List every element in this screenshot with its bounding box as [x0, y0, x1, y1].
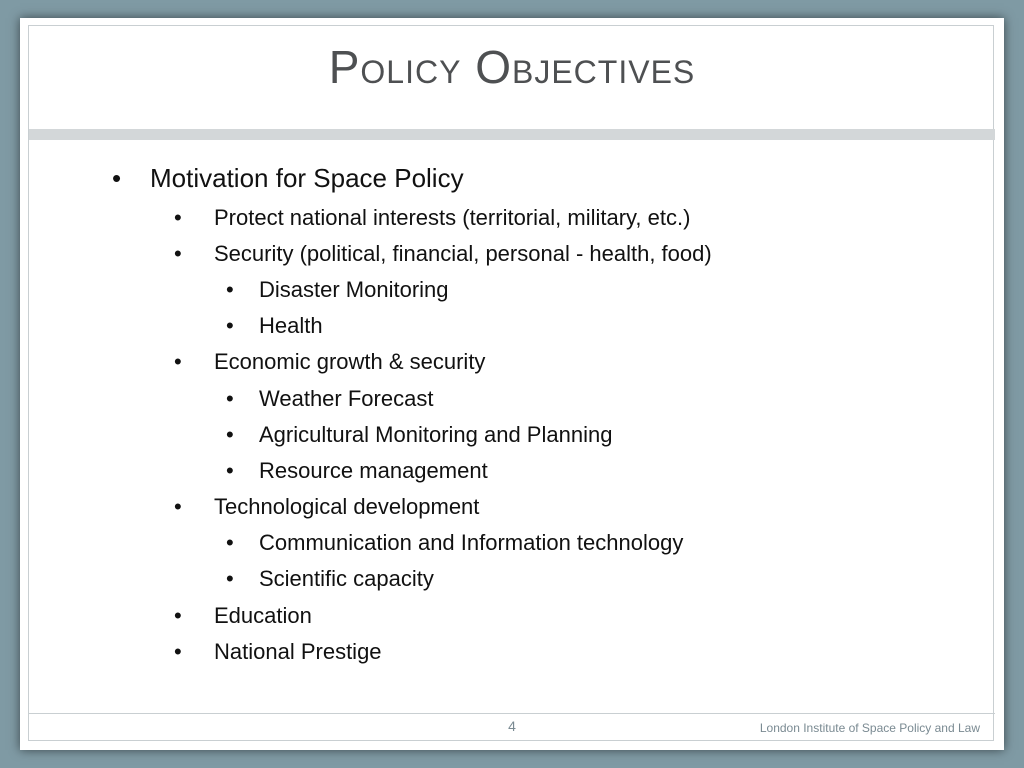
- bullet-text: Weather Forecast: [259, 386, 434, 411]
- bullet-list: [20, 18, 1004, 750]
- bullet-text: Communication and Information technology: [259, 530, 684, 555]
- slide-title: Policy Objectives: [328, 41, 696, 93]
- bullet-icon: •: [226, 422, 234, 447]
- bullet-text: National Prestige: [214, 639, 382, 664]
- bullet-icon: •: [174, 603, 182, 628]
- bullet-text: Disaster Monitoring: [259, 277, 449, 302]
- page-number: 4: [508, 718, 516, 734]
- bullet-text: Education: [214, 603, 312, 628]
- bullet-icon: •: [174, 349, 182, 374]
- bullet-text: Protect national interests (territorial, military, etc.): [214, 205, 691, 230]
- bullet-icon: •: [226, 277, 234, 302]
- bullet-text: Security (political, financial, personal - health, food): [214, 241, 712, 266]
- bullet-text: Economic growth & security: [214, 349, 486, 374]
- bullet-icon: •: [226, 530, 234, 555]
- bullet-text: Resource management: [259, 458, 488, 483]
- slide: [20, 18, 1004, 750]
- footer-divider: [29, 713, 995, 714]
- bullet-text: Health: [259, 313, 323, 338]
- bullet-icon: •: [226, 313, 234, 338]
- bullet-icon: •: [226, 458, 234, 483]
- footer-text: London Institute of Space Policy and Law: [759, 721, 980, 735]
- bullet-icon: •: [174, 205, 182, 230]
- bullet-text: Agricultural Monitoring and Planning: [259, 422, 613, 447]
- bullet-icon: •: [174, 639, 182, 664]
- bullet-icon: •: [174, 241, 182, 266]
- bullet-text: Scientific capacity: [259, 566, 434, 591]
- bullet-text: Technological development: [214, 494, 480, 519]
- bullet-icon: •: [112, 163, 122, 193]
- bullet-icon: •: [226, 566, 234, 591]
- bullet-text: Motivation for Space Policy: [150, 163, 464, 193]
- bullet-icon: •: [226, 386, 234, 411]
- bullet-icon: •: [174, 494, 182, 519]
